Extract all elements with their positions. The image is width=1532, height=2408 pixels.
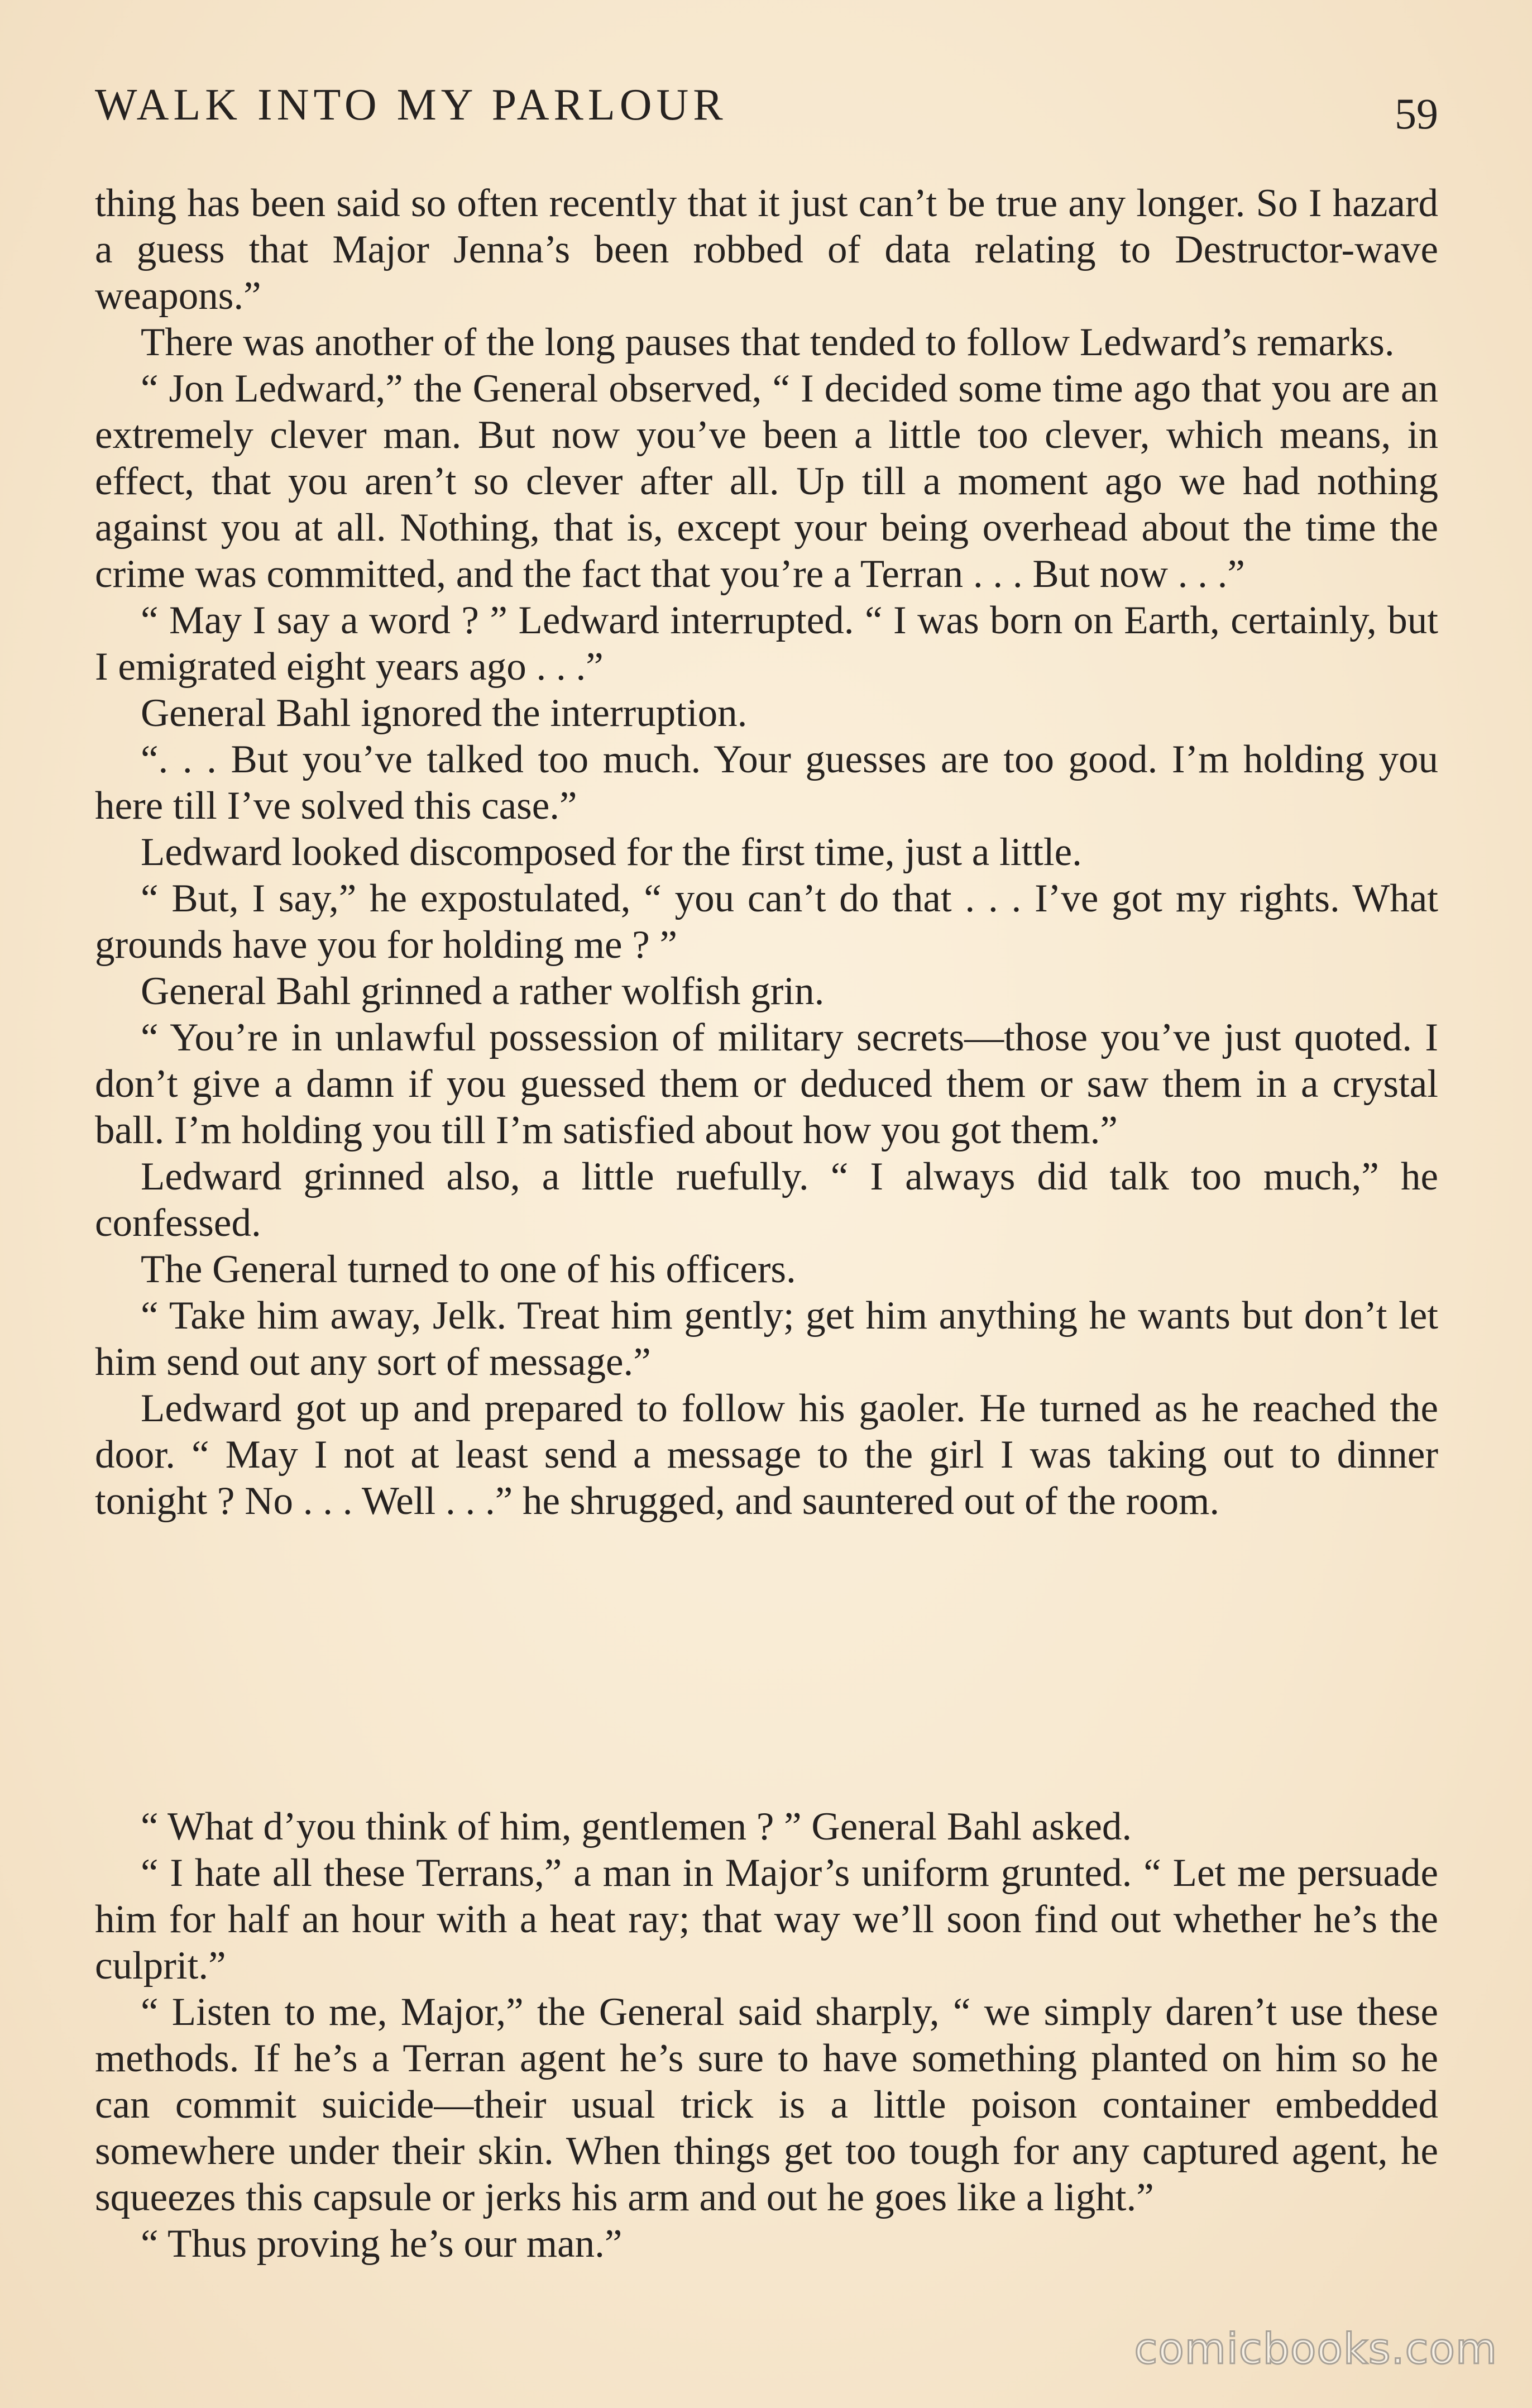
paragraph: “ What d’you think of him, gentlemen ? ” General Bahl asked. [141, 1805, 1132, 1848]
paragraph: “ May I say a word ? ” Ledward interrupted. “ I was born on Earth, certainly, but I emigrated eight years ago . . .” [95, 599, 1438, 689]
paragraph: “ Jon Ledward,” the General observed, “ I decided some time ago that you are an extremely clever man. But now you’ve been a little too clever, which means, in effect, that you aren’t so clever after all. Up till a moment ago we had nothing against you at all. Nothing, that is, except your being overhead about the time the crime was committed, and the fact that you’re a Terran . . . But now . . .” [95, 367, 1438, 596]
paragraph: “ But, I say,” he expostulated, “ you can’t do that . . . I’ve got my rights. What grounds have you for holding me ? ” [95, 877, 1438, 967]
paragraph: General Bahl ignored the interruption. [141, 691, 748, 735]
paragraph: “ You’re in unlawful possession of military secrets—those you’ve just quoted. I don’t give a damn if you guessed them or deduced them or saw them in a crystal ball. I’m holding you till I’m satisfied about how you got them.” [95, 1016, 1438, 1152]
paragraph: There was another of the long pauses that tended to follow Ledward’s remarks. [141, 321, 1395, 364]
paragraph: Ledward grinned also, a little ruefully. “ I always did talk too much,” he confessed. [95, 1155, 1438, 1245]
page-header [95, 77, 1438, 138]
paragraph: “ I hate all these Terrans,” a man in Major’s uniform grunted. “ Let me persuade him for half an hour with a heat ray; that way we’ll soon find out whether he’s the culprit.” [95, 1851, 1438, 1987]
paragraph: Ledward got up and prepared to follow his gaoler. He turned as he reached the door. “ May I not at least send a message to the girl I was taking out to dinner tonight ? No . . . Well . . .” he shrugged, and sauntered out of the room. [95, 1387, 1438, 1523]
paragraph: The General turned to one of his officers. [141, 1248, 796, 1291]
paragraph: Ledward looked discomposed for the first time, just a little. [141, 830, 1082, 874]
paragraph: “ Thus proving he’s our man.” [141, 2222, 623, 2266]
page-number: 59 [1395, 89, 1438, 138]
body-text-section-1 [95, 180, 1438, 1525]
paragraph: “. . . But you’ve talked too much. Your guesses are too good. I’m holding you here till I’ve solved this case.” [95, 738, 1438, 828]
body-text-section-2 [95, 1804, 1438, 2267]
paragraph: General Bahl grinned a rather wolfish grin. [141, 969, 825, 1013]
watermark: comicbooks.com [1134, 2324, 1497, 2373]
paragraph: “ Listen to me, Major,” the General said sharply, “ we simply daren’t use these methods. If he’s a Terran agent he’s sure to have something planted on him so he can commit suicide—their usual trick is a little poison container embedded somewhere under their skin. When things get too tough for any captured agent, he squeezes this capsule or jerks his arm and out he goes like a light.” [95, 1990, 1438, 2219]
paragraph: thing has been said so often recently that it just can’t be true any longer. So I hazard a guess that Major Jenna’s been robbed of data relating to Destructor-wave weapons.” [95, 181, 1438, 318]
running-head: WALK INTO MY PARLOUR [95, 80, 727, 130]
paragraph: “ Take him away, Jelk. Treat him gently; get him anything he wants but don’t let him send out any sort of message.” [95, 1294, 1438, 1384]
